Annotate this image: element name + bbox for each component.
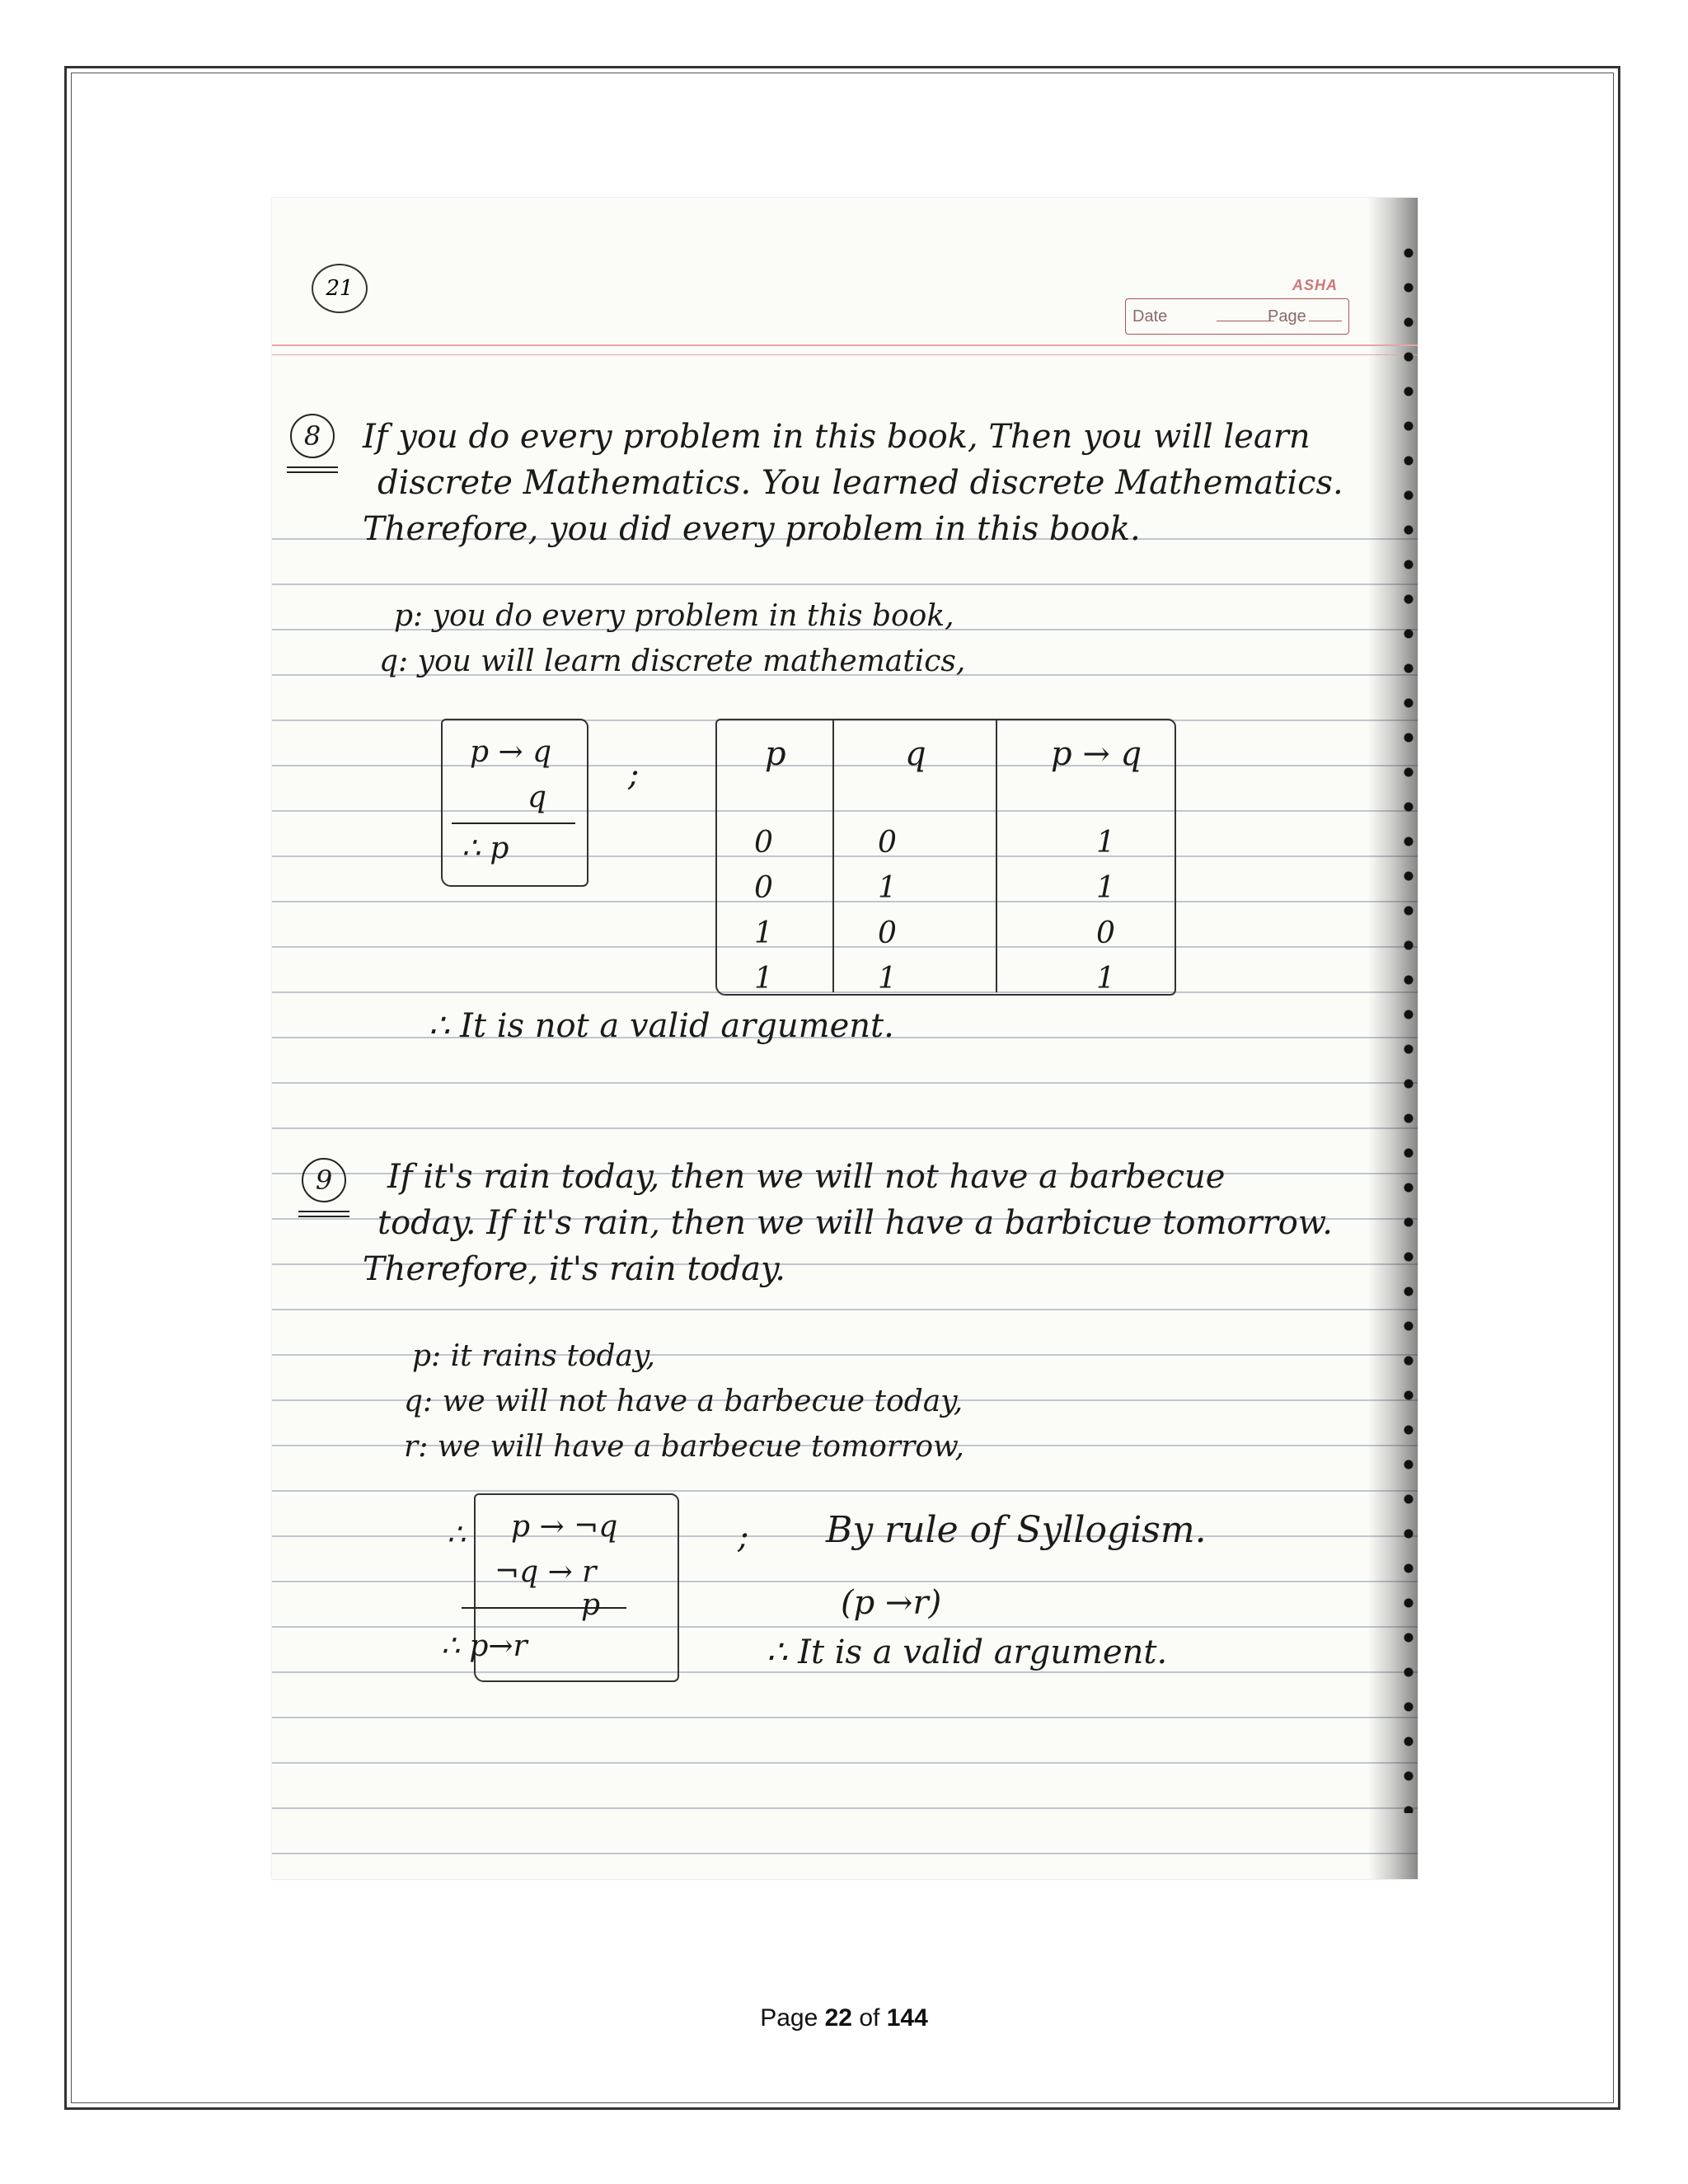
q8-premise-1: p → q — [470, 735, 552, 769]
q8-argument-rule — [452, 823, 575, 824]
footer-middle: of — [852, 2004, 887, 2032]
q9-premise-1: p → ¬q — [511, 1510, 618, 1544]
q9-conclusion: ∴ It is a valid argument. — [767, 1633, 1168, 1671]
footer-current-page: 22 — [824, 2004, 852, 2032]
tt-header-pq: p → q — [1051, 735, 1142, 773]
tt-divider-1 — [832, 719, 834, 992]
sheet-page-number: 21 — [312, 264, 368, 313]
tt-r3-p: 1 — [754, 916, 773, 950]
q9-premise-3: p — [581, 1588, 601, 1622]
question-8-number: 8 — [290, 414, 335, 458]
q8-semicolon: ; — [628, 756, 640, 794]
page-label: Page — [1268, 307, 1306, 326]
tt-r1-p: 0 — [754, 826, 773, 860]
tt-r2-pq: 1 — [1096, 871, 1115, 905]
q8-line-2: discrete Mathematics. You learned discrete Mathematics. — [377, 464, 1343, 502]
date-label: Date — [1132, 307, 1168, 326]
q9-rule-note: By rule of Syllogism. — [826, 1509, 1207, 1551]
spiral-holes — [1403, 247, 1414, 1813]
notebook-brand: ASHA — [1292, 277, 1339, 293]
q9-conclusion-symbol: ∴ p→r — [441, 1629, 528, 1663]
q9-premise-2: ¬q → r — [495, 1555, 597, 1589]
tt-header-q: q — [905, 735, 926, 773]
q8-q-definition: q: you will learn discrete mathematics, — [379, 644, 966, 678]
tt-divider-2 — [996, 719, 997, 992]
q9-line-3: Therefore, it's rain today. — [363, 1250, 785, 1288]
question-9-number: 9 — [302, 1158, 346, 1202]
tt-r1-pq: 1 — [1096, 826, 1115, 860]
q9-semicolon: ; — [738, 1518, 749, 1556]
tt-r3-pq: 0 — [1096, 916, 1115, 950]
q9-argument-rule — [462, 1607, 626, 1609]
q8-conclusion: ∴ It is not a valid argument. — [429, 1007, 894, 1045]
tt-r2-q: 1 — [878, 871, 897, 905]
q8-p-definition: p: you do every problem in this book, — [394, 599, 954, 633]
q9-p-definition: p: it rains today, — [412, 1339, 655, 1373]
q9-line-1: If it's rain today, then we will not have a barbecue — [387, 1158, 1226, 1196]
q9-q-definition: q: we will not have a barbecue today, — [404, 1385, 964, 1418]
tt-r2-p: 0 — [754, 871, 773, 905]
q9-therefore-lead: ∴ — [447, 1518, 466, 1552]
tt-r1-q: 0 — [878, 826, 897, 860]
footer-total-pages: 144 — [886, 2004, 928, 2032]
q8-line-1: If you do every problem in this book, Then you will learn — [363, 418, 1311, 456]
date-page-box — [1125, 298, 1349, 335]
notebook-sheet-image — [272, 198, 1418, 1879]
tt-r4-p: 1 — [754, 962, 773, 996]
footer-prefix: Page — [760, 2004, 825, 2032]
q9-r-definition: r: we will have a barbecue tomorrow, — [404, 1430, 964, 1464]
q8-premise-2: q — [528, 780, 547, 814]
q8-conclusion-symbol: ∴ p — [462, 832, 509, 865]
q9-result: (p →r) — [841, 1584, 942, 1622]
q8-line-3: Therefore, you did every problem in this book. — [363, 510, 1141, 548]
header-margin-lines — [272, 344, 1418, 355]
tt-r3-q: 0 — [878, 916, 897, 950]
q9-line-2: today. If it's rain, then we will have a barbicue tomorrow. — [377, 1204, 1334, 1242]
tt-r4-pq: 1 — [1096, 962, 1115, 996]
tt-r4-q: 1 — [878, 962, 897, 996]
tt-header-p: p — [765, 735, 786, 773]
page-footer — [0, 2004, 1688, 2032]
